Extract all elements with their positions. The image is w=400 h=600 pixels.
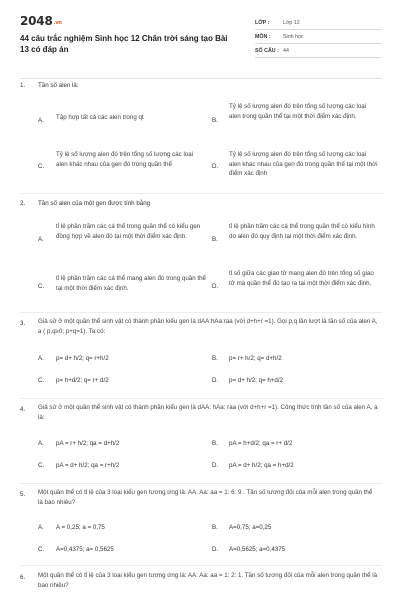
option-letter[interactable]: D. <box>212 163 219 170</box>
site-logo[interactable] <box>20 14 62 28</box>
logo-main: 2048 <box>20 14 53 28</box>
header-divider <box>20 78 382 79</box>
question-text: Một quần thể có tỉ lệ của 3 loại kiểu gen tương ứng là: AA: Aa: aa = 1: 2: 1. Tần số tương đối của mỗi alen trong quần thể là bao nhiêu? <box>38 572 378 589</box>
option-letter[interactable]: A. <box>38 355 44 362</box>
question-number: 3. <box>20 320 26 327</box>
option-text[interactable]: tỉ lệ phần trăm các cá thể trong quần thể có kiểu gen đồng hợp về alen đó tại một thời điểm xác định. <box>56 223 201 240</box>
meta-key: MÔN : <box>255 33 271 40</box>
option-text[interactable]: tỉ số giữa các giao tử mang alen đó trên tổng số giao tử mà quần thể đó tạo ra tại một thời điểm xác định. <box>229 270 374 287</box>
option-text[interactable]: A=0,5625; a=0,4375 <box>229 546 286 553</box>
option-text[interactable]: pA = d+ h/2; qa = h+d/2 <box>229 462 294 469</box>
meta-value: Sinh học <box>283 33 304 40</box>
meta-value: Lớp 12 <box>283 19 300 26</box>
option-letter[interactable]: C. <box>38 377 45 384</box>
document-title: 44 câu trắc nghiệm Sinh học 12 Chân trời sáng tạo Bài 13 có đáp án <box>20 34 228 54</box>
option-letter[interactable]: B. <box>212 117 218 124</box>
option-text[interactable]: tỉ lệ phần trăm các cá thể trong quần thể có kiểu hình do alen đó quy định tại một thời điểm xác định. <box>229 223 375 240</box>
option-letter[interactable]: A. <box>38 236 44 243</box>
option-letter[interactable]: D. <box>212 283 219 290</box>
meta-table <box>255 16 382 58</box>
question-text: Một quần thể có tỉ lệ của 3 loại kiểu gen tương ứng là: AA: Aa: aa = 1: 6: 9 . Tần số tương đối của mỗi alen trong quần thể là bao nhiêu? <box>38 489 373 506</box>
option-letter[interactable]: B. <box>212 440 218 447</box>
option-text[interactable]: A = 0,25; a = 0,75 <box>56 524 105 531</box>
question-text: Giả sử ở một quần thể sinh vật có thành phần kiểu gen là dAA:hAa:raa (với d+h+r =1). Gọi p,q lần lượt là tần số của alen A, a ( p,q≥0; p+q=1). Ta có: <box>38 318 378 335</box>
option-letter[interactable]: D. <box>212 546 219 553</box>
option-text[interactable]: A=0,75; a=0,25 <box>229 524 272 531</box>
question-number: 5. <box>20 491 26 498</box>
option-text[interactable]: p= d+ h/2; q= h+d/2 <box>229 377 284 384</box>
option-text[interactable]: pA = r+ h/2; qa = d+h/2 <box>56 440 120 447</box>
question-number: 1. <box>20 82 26 89</box>
option-text[interactable]: p= h+d/2; q= r+ d/2 <box>56 377 109 384</box>
option-letter[interactable]: A. <box>38 117 44 124</box>
option-letter[interactable]: C. <box>38 462 45 469</box>
option-text[interactable]: Tỷ lệ số lượng alen đó trên tổng số lượng các loại alen khác nhau của gen đó trong quần thể tại một thời điểm xác định <box>229 151 378 177</box>
option-text[interactable]: Tập hợp tất cả các alen trong qt <box>56 114 144 121</box>
question-number: 2. <box>20 200 26 207</box>
option-letter[interactable]: D. <box>212 462 219 469</box>
meta-key: SỐ CÂU : <box>255 47 279 54</box>
question-number: 4. <box>20 406 26 413</box>
option-text[interactable]: Tỷ lệ số lượng alen đó trên tổng số lượng các loại alen khác nhau của gen đó trong quần thể <box>56 151 194 168</box>
question-divider <box>20 312 382 313</box>
option-letter[interactable]: C. <box>38 163 45 170</box>
option-letter[interactable]: B. <box>212 236 218 243</box>
question-divider <box>20 398 382 399</box>
option-letter[interactable]: D. <box>212 377 219 384</box>
option-letter[interactable]: B. <box>212 524 218 531</box>
question-text: Tần số alen là: <box>38 82 79 89</box>
meta-row-count <box>255 44 382 58</box>
option-letter[interactable]: C. <box>38 283 45 290</box>
question-divider <box>20 193 382 194</box>
logo-suffix: .vn <box>53 20 62 26</box>
option-text[interactable]: Tỷ lệ số lượng alen đó trên tổng số lượng các loại alen trong quần thể tại một thời điểm xác định. <box>229 103 367 120</box>
option-text[interactable]: p= d+ h/2; q= r+h/2 <box>56 355 109 362</box>
option-text[interactable]: tỉ lệ phần trăm các cá thể mang alen đó trong quần thể tại một thời điểm xác định. <box>56 275 206 292</box>
question-divider <box>20 565 382 566</box>
question-text: Giả sử ở một quần thể sinh vật có thành phần kiểu gen là dAA: hAa: raa (với d+h+r =1). Công thức tính tần số của alen A, a là: <box>38 404 378 421</box>
option-letter[interactable]: C. <box>38 546 45 553</box>
option-text[interactable]: A=0,4375; a= 0,5625 <box>56 546 114 553</box>
question-divider <box>20 483 382 484</box>
option-letter[interactable]: B. <box>212 355 218 362</box>
option-text[interactable]: p= r+ h/2; q= d+h/2 <box>229 355 282 362</box>
option-letter[interactable]: A. <box>38 524 44 531</box>
option-text[interactable]: pA = h+d/2; qa = r+ d/2 <box>229 440 293 447</box>
option-letter[interactable]: A. <box>38 440 44 447</box>
question-text: Tần số alen của một gen được tính bằng <box>38 200 151 207</box>
question-number: 6. <box>20 574 26 581</box>
header <box>20 14 382 70</box>
option-text[interactable]: pA = d+ h/2; qa = r+h/2 <box>56 462 120 469</box>
meta-key: LỚP : <box>255 19 270 26</box>
meta-row-subject <box>255 30 382 44</box>
meta-value: 44 <box>283 47 289 54</box>
meta-row-class <box>255 16 382 30</box>
